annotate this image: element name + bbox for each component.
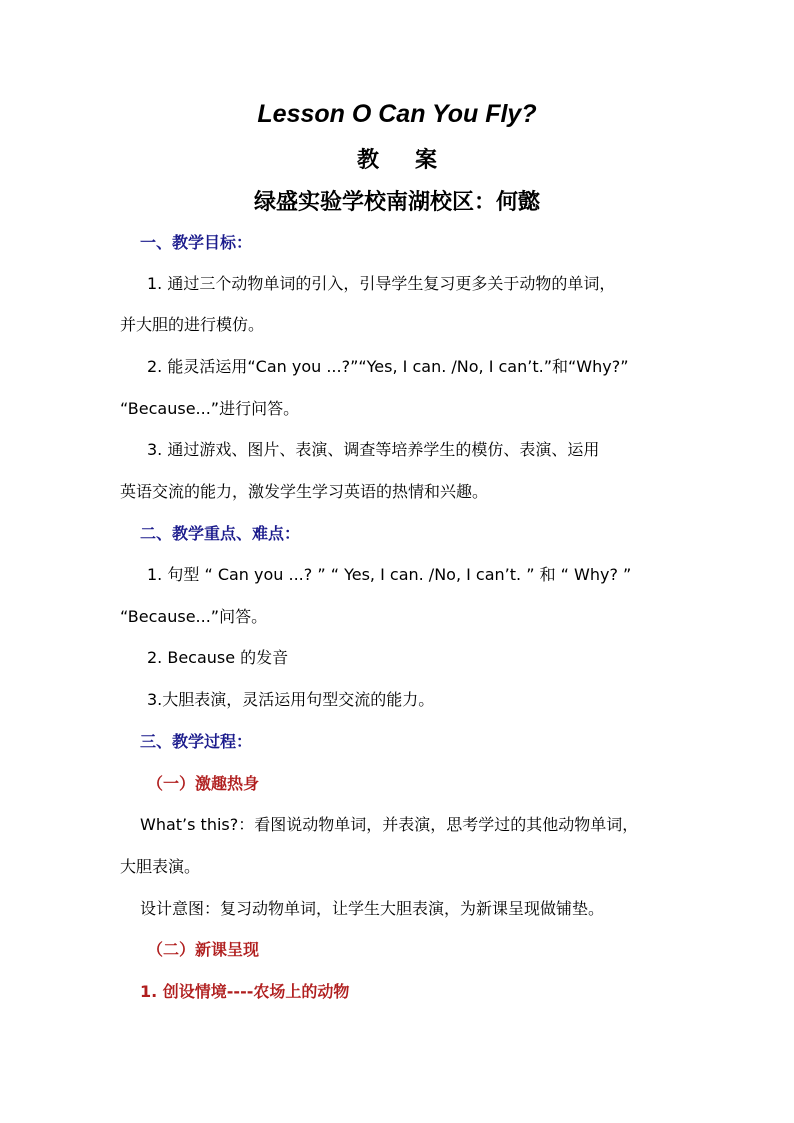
objective-1-line-1: 1. 通过三个动物单词的引入，引导学生复习更多关于动物的单词， (147, 274, 616, 293)
key-point-1-line-1: 1. 句型 “ Can you ...? ” “ Yes, I can. /No, I can’t. ” 和 “ Why? ” (147, 565, 632, 584)
key-point-2: 2. Because 的发音 (147, 648, 289, 667)
objective-2-line-1: 2. 能灵活运用“Can you ...?”“Yes, I can. /No, I can’t.”和“Why?” (147, 357, 629, 376)
process-part-1-heading: （一）激趣热身 (147, 774, 260, 793)
document-subtitle: 教案 (356, 147, 473, 173)
section-heading-process: 三、教学过程： (140, 732, 253, 751)
objective-1-line-2: 并大胆的进行模仿。 (120, 315, 265, 334)
section-heading-objectives: 一、教学目标： (140, 233, 253, 252)
school-author-line: 绿盛实验学校南湖校区：何懿 (253, 189, 540, 215)
process-part-1-line-2: 大胆表演。 (120, 857, 201, 876)
process-part-1-design-intent: 设计意图：复习动物单词，让学生大胆表演，为新课呈现做铺垫。 (140, 899, 605, 918)
process-part-1-line-1: What’s this?：看图说动物单词，并表演，思考学过的其他动物单词， (140, 815, 639, 834)
process-part-2-heading: （二）新课呈现 (147, 940, 260, 959)
objective-2-line-2: “Because...”进行问答。 (120, 399, 300, 418)
section-heading-key-points: 二、教学重点、难点： (140, 524, 301, 543)
key-point-1-line-2: “Because...”问答。 (120, 607, 268, 626)
lesson-title: Lesson O Can You Fly? (257, 100, 537, 128)
process-part-2-item-1: 1. 创设情境----农场上的动物 (140, 982, 350, 1001)
objective-3-line-2: 英语交流的能力，激发学生学习英语的热情和兴趣。 (120, 482, 489, 501)
objective-3-line-1: 3. 通过游戏、图片、表演、调查等培养学生的模仿、表演、运用 (147, 440, 600, 459)
key-point-3: 3.大胆表演，灵活运用句型交流的能力。 (147, 690, 435, 709)
